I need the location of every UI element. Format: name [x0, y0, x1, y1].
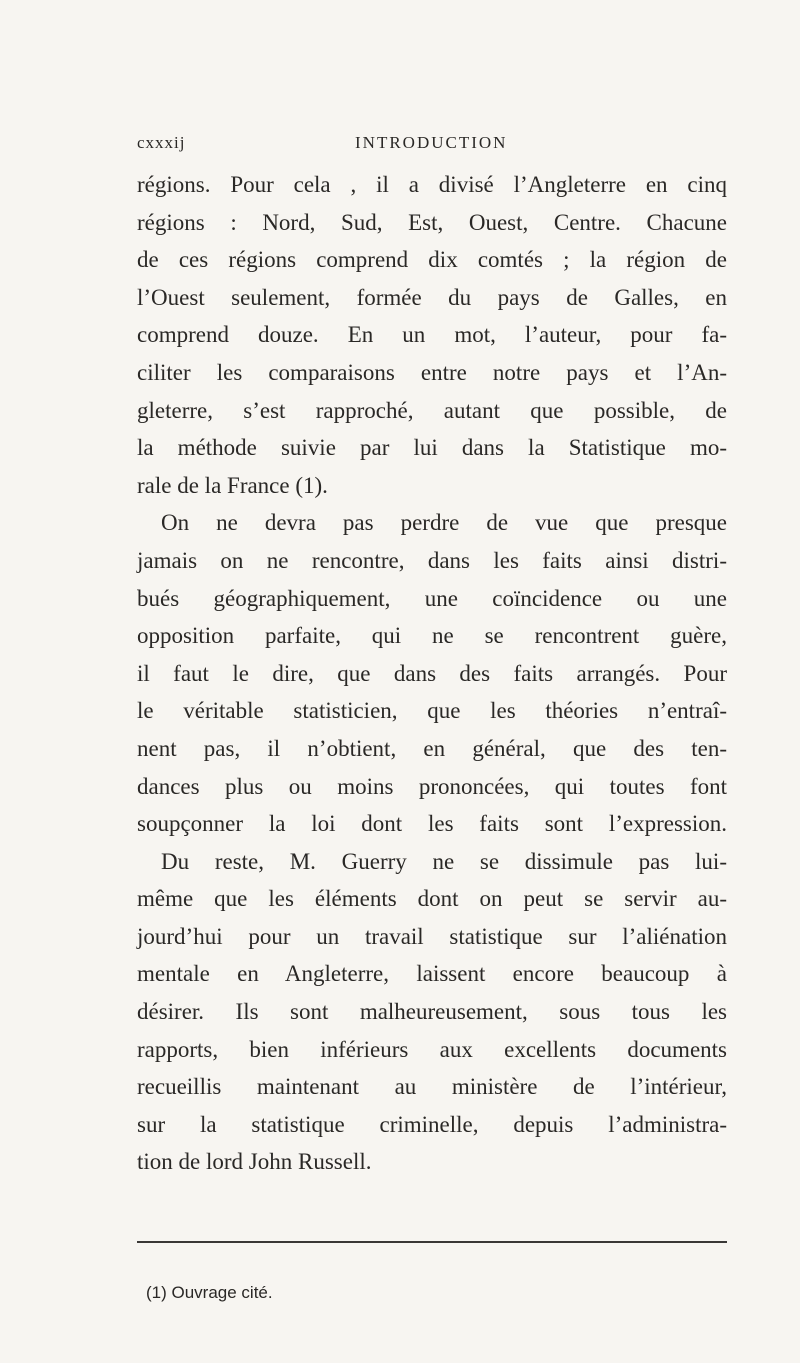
- text-line: de ces régions comprend dix comtés ; la région de: [137, 247, 727, 273]
- footnote-divider: [137, 1241, 727, 1243]
- text-line: l’Ouest seulement, formée du pays de Galles, en: [137, 284, 727, 310]
- text-line: régions : Nord, Sud, Est, Ouest, Centre. Chacune: [137, 209, 727, 235]
- text-line: la méthode suivie par lui dans la Statistique mo-: [137, 435, 727, 461]
- text-line: gleterre, s’est rapproché, autant que possible, de: [137, 397, 727, 423]
- text-line: soupçonner la loi dont les faits sont l’expression.: [137, 811, 727, 837]
- text-line: On ne devra pas perdre de vue que presque: [161, 510, 727, 536]
- body-text: [137, 166, 727, 1181]
- text-line: sur la statistique criminelle, depuis l’administra-: [137, 1111, 727, 1137]
- text-line: même que les éléments dont on peut se servir au-: [137, 886, 727, 912]
- page-number: cxxxij: [137, 133, 186, 152]
- text-line: mentale en Angleterre, laissent encore beaucoup à: [137, 961, 727, 987]
- running-title: INTRODUCTION: [355, 133, 508, 152]
- text-line: Du reste, M. Guerry ne se dissimule pas lui-: [161, 848, 727, 874]
- text-line: rale de la France (1).: [137, 472, 328, 498]
- text-line: jamais on ne rencontre, dans les faits ainsi distri-: [137, 547, 727, 573]
- text-line: jourd’hui pour un travail statistique sur l’aliénation: [137, 923, 727, 949]
- running-head: [137, 133, 727, 161]
- text-line: comprend douze. En un mot, l’auteur, pour fa-: [137, 322, 727, 348]
- text-line: opposition parfaite, qui ne se rencontrent guère,: [137, 623, 727, 649]
- text-line: recueillis maintenant au ministère de l’intérieur,: [137, 1074, 727, 1100]
- text-line: ciliter les comparaisons entre notre pays et l’An-: [137, 359, 727, 385]
- text-line: nent pas, il n’obtient, en général, que des ten-: [137, 735, 727, 761]
- footnote: (1) Ouvrage cité.: [146, 1283, 273, 1302]
- text-line: désirer. Ils sont malheureusement, sous tous les: [137, 999, 727, 1025]
- text-line: le véritable statisticien, que les théories n’entraî-: [137, 698, 727, 724]
- text-line: régions. Pour cela , il a divisé l’Angleterre en cinq: [137, 172, 727, 197]
- text-line: tion de lord John Russell.: [137, 1149, 372, 1175]
- text-line: dances plus ou moins prononcées, qui toutes font: [137, 773, 727, 799]
- text-line: il faut le dire, que dans des faits arrangés. Pour: [137, 660, 727, 686]
- text-line: bués géographiquement, une coïncidence ou une: [137, 585, 727, 611]
- text-line: rapports, bien inférieurs aux excellents documents: [137, 1036, 727, 1062]
